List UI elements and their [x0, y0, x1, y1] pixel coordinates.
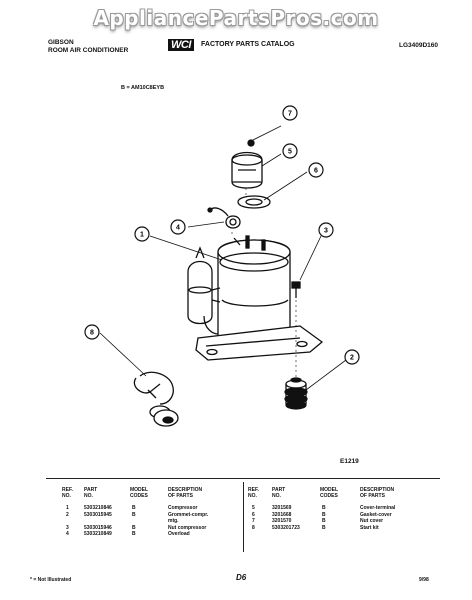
compressor-base — [196, 326, 322, 360]
callout-2 — [345, 350, 359, 364]
table-header — [62, 487, 242, 500]
table-row: 3 5303015946 B Nut compressor — [66, 524, 207, 531]
col-desc: DESCRIPTION OF PARTS — [168, 487, 203, 499]
callout-6 — [309, 163, 323, 177]
watermark: AppliancePartsPros.com — [93, 6, 379, 30]
table-row: 8 5303201723 B Start kit — [252, 524, 379, 531]
table-row: 4 5303210849 B Overload — [66, 531, 190, 537]
start-kit-part — [134, 372, 178, 426]
svg-text:1: 1 — [140, 231, 144, 239]
footer-date: 9/98 — [419, 577, 429, 583]
table-row-continuation: mtg. — [168, 518, 179, 524]
overload-part — [226, 216, 240, 228]
col-desc: DESCRIPTION OF PARTS — [360, 487, 395, 499]
col-part: PART NO. — [84, 487, 98, 499]
table-divider — [243, 482, 244, 552]
svg-text:8: 8 — [90, 329, 94, 337]
nut-cover-part — [248, 140, 254, 146]
table-row: 5 3201569 B Cover-terminal — [252, 505, 396, 511]
table-row: 7 3201570 B Nut cover — [252, 518, 384, 524]
catalog-title: FACTORY PARTS CATALOG — [201, 41, 295, 48]
callout-3 — [319, 223, 333, 237]
table-row: 1 5303210846 B Compressor — [66, 505, 198, 511]
svg-text:4: 4 — [176, 224, 180, 232]
callout-7 — [283, 106, 297, 120]
parts-table-left — [62, 487, 242, 538]
table-row: 6 3201668 B Gasket-cover — [252, 511, 392, 518]
brand-name: GIBSON — [48, 39, 74, 46]
parts-table-right — [248, 487, 438, 531]
col-ref: REF. NO. — [62, 487, 73, 499]
callout-8 — [85, 325, 99, 339]
nut-part — [292, 282, 300, 288]
col-part: PART NO. — [272, 487, 286, 499]
svg-text:2: 2 — [350, 354, 354, 362]
callout-4 — [171, 220, 185, 234]
col-codes: MODEL CODES — [320, 487, 339, 499]
svg-text:7: 7 — [288, 110, 292, 118]
table-row: 2 5303015945 B Grommet-compr. — [66, 511, 209, 518]
model-subtitle: B = AM10C8EYB — [121, 85, 165, 91]
callout-1 — [135, 227, 149, 241]
wci-logo: WCI — [168, 39, 194, 51]
gasket-part — [238, 196, 270, 208]
col-ref: REF. NO. — [248, 487, 259, 499]
product-name: ROOM AIR CONDITIONER — [48, 47, 129, 54]
footer-page-mark: D6 — [236, 573, 247, 582]
svg-text:6: 6 — [314, 167, 318, 175]
table-header — [248, 487, 438, 500]
footer-note: * = Not Illustrated — [30, 577, 72, 583]
callout-5 — [283, 144, 297, 158]
figure-code: E1219 — [340, 458, 359, 465]
model-code: LG3409D160 — [398, 42, 438, 49]
table-top-rule — [46, 478, 440, 479]
col-codes: MODEL CODES — [130, 487, 149, 499]
grommet-part — [285, 378, 307, 409]
svg-text:3: 3 — [324, 227, 328, 235]
svg-text:5: 5 — [288, 148, 292, 156]
